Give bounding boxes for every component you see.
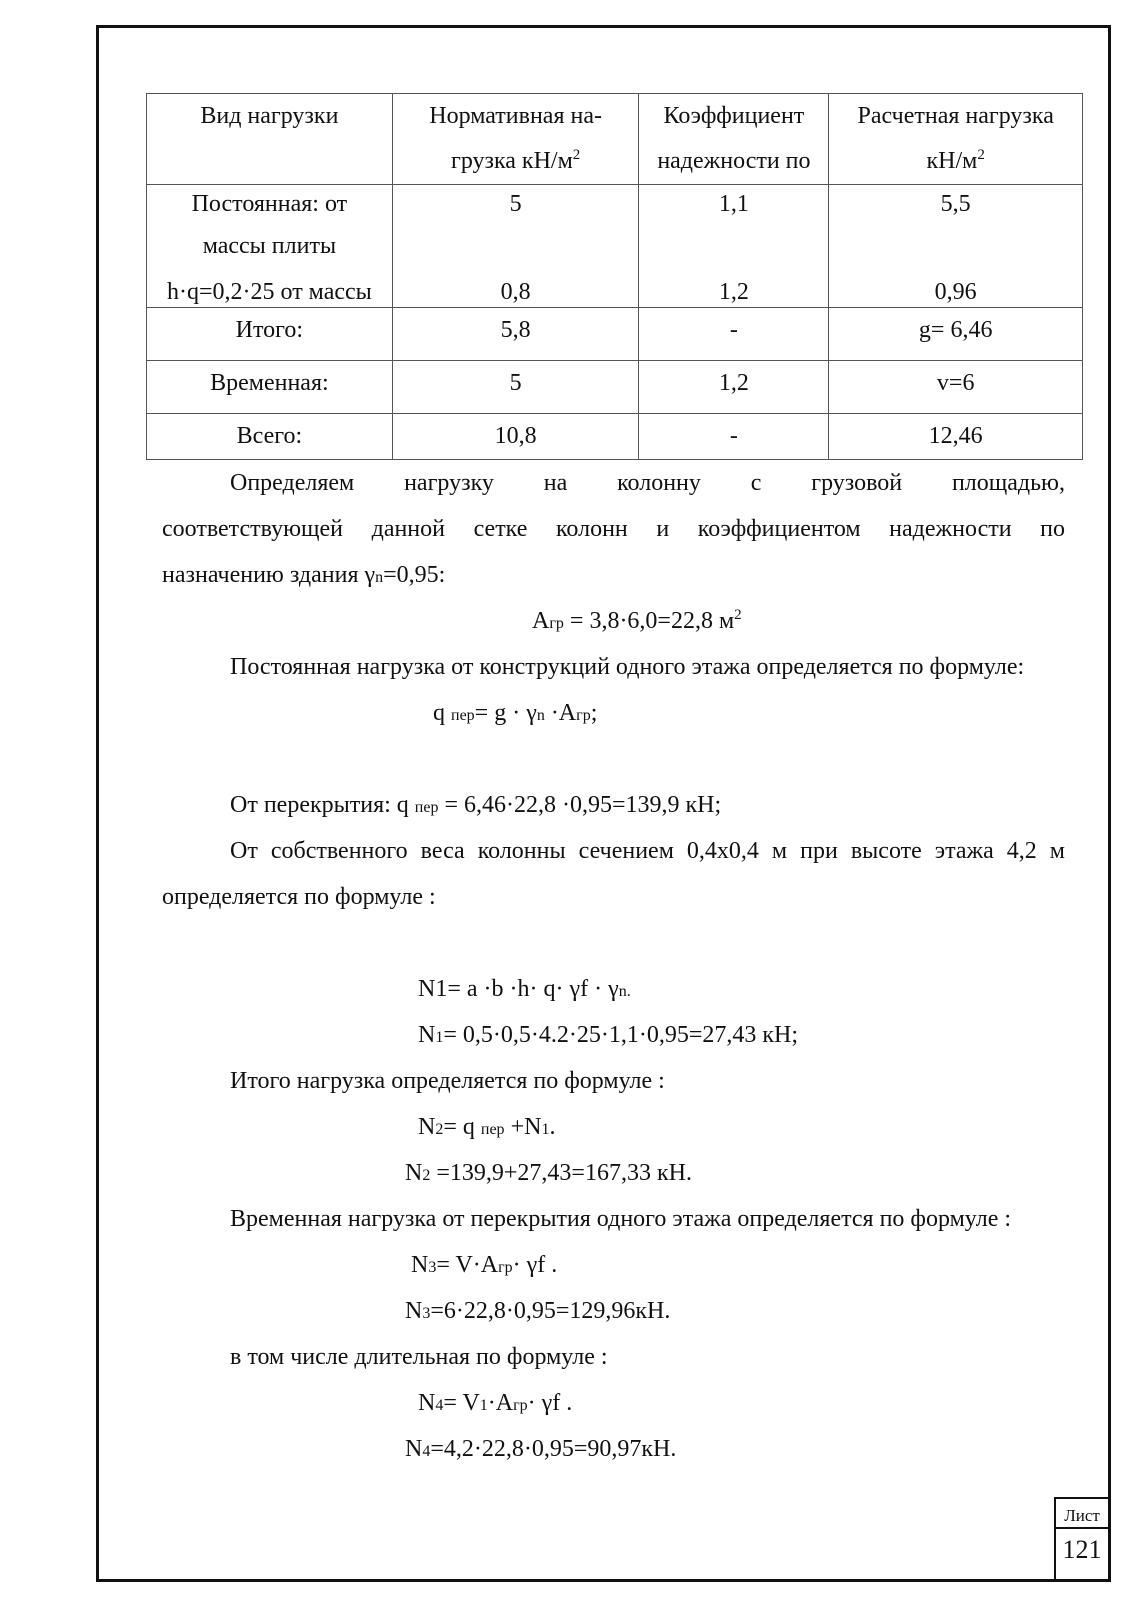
paragraph-line: в том числе длительная по формуле : xyxy=(230,1344,608,1370)
header-cell-calculated: Расчетная нагрузка $кН/м^2$ xyxy=(829,94,1083,185)
paragraph-line: От собственного веса колонны сечением 0,4х0,4 м при высоте этажа 4,2 м xyxy=(230,838,1065,864)
formula-n2: N2= q пер +N1. xyxy=(418,1114,556,1140)
cell-load-type: Временная: xyxy=(147,361,393,414)
formula-n1: N1= a ·b ·h· q· γf · γn. xyxy=(418,976,631,1002)
formula-n2-value: N2 =139,9+27,43=167,33 кН. xyxy=(405,1160,692,1186)
sheet-label: Лист xyxy=(1056,1505,1108,1529)
table-row xyxy=(147,414,1083,460)
formula-area: Aгр = 3,8·6,0=22,8 $м^2$ xyxy=(532,607,742,634)
paragraph-line: Определяем нагрузку на колонну с грузовой площадью, xyxy=(230,470,1065,496)
cell-coefficient: - xyxy=(639,308,829,361)
cell-calculated: v=6 xyxy=(829,361,1083,414)
header-cell-coefficient: Коэффициент надежности по xyxy=(639,94,829,185)
cell-calculated: 5,5 0,96 xyxy=(829,185,1083,308)
cell-calculated: g= 6,46 xyxy=(829,308,1083,361)
cell-coefficient: 1,2 xyxy=(639,361,829,414)
cell-load-type: Постоянная: от массы плиты h·q=0,2·25 от массы xyxy=(147,185,393,308)
cell-normative: 5,8 xyxy=(392,308,639,361)
cell-load-type: Всего: xyxy=(147,414,393,460)
cell-normative: 5 0,8 xyxy=(392,185,639,308)
loads-table xyxy=(146,93,1083,460)
paragraph-line: Временная нагрузка от перекрытия одного этажа определяется по формуле : xyxy=(230,1206,1012,1232)
cell-coefficient: - xyxy=(639,414,829,460)
formula-n4-value: N4=4,2·22,8·0,95=90,97кН. xyxy=(405,1436,677,1462)
paragraph-line: определяется по формуле : xyxy=(162,884,436,910)
formula-n3: N3= V·Aгр· γf . xyxy=(411,1252,558,1278)
cell-load-type: Итого: xyxy=(147,308,393,361)
paragraph-line: Итого нагрузка определяется по формуле : xyxy=(230,1068,665,1094)
header-cell-load-type: Вид нагрузки xyxy=(147,94,393,185)
sheet-stamp xyxy=(1054,1497,1110,1582)
paragraph-line: Постоянная нагрузка от конструкций одного этажа определяется по формуле: xyxy=(230,654,1025,680)
cell-coefficient: 1,1 1,2 xyxy=(639,185,829,308)
cell-normative: 5 xyxy=(392,361,639,414)
cell-normative: 10,8 xyxy=(392,414,639,460)
table-header-row xyxy=(147,94,1083,185)
header-cell-normative: Нормативная на- грузка $кН/м^2$ xyxy=(392,94,639,185)
table-row xyxy=(147,361,1083,414)
cell-calculated: 12,46 xyxy=(829,414,1083,460)
formula-q-per: q пер= g · γn ·Aгр; xyxy=(433,700,598,726)
table-row xyxy=(147,308,1083,361)
formula-n4: N4= V1·Aгр· γf . xyxy=(418,1390,573,1416)
formula-n1-value: N1= 0,5·0,5·4.2·25·1,1·0,95=27,43 кН; xyxy=(418,1022,799,1048)
paragraph-line: От перекрытия: q пер = 6,46·22,8 ·0,95=139,9 кН; xyxy=(230,792,722,818)
page-number: 121 xyxy=(1062,1535,1102,1564)
paragraph-line: соответствующей данной сетке колонн и коэффициентом надежности по xyxy=(162,516,1065,542)
table-row xyxy=(147,185,1083,308)
formula-n3-value: N3=6·22,8·0,95=129,96кН. xyxy=(405,1298,671,1324)
paragraph-line: назначению здания γn=0,95: xyxy=(162,562,446,588)
